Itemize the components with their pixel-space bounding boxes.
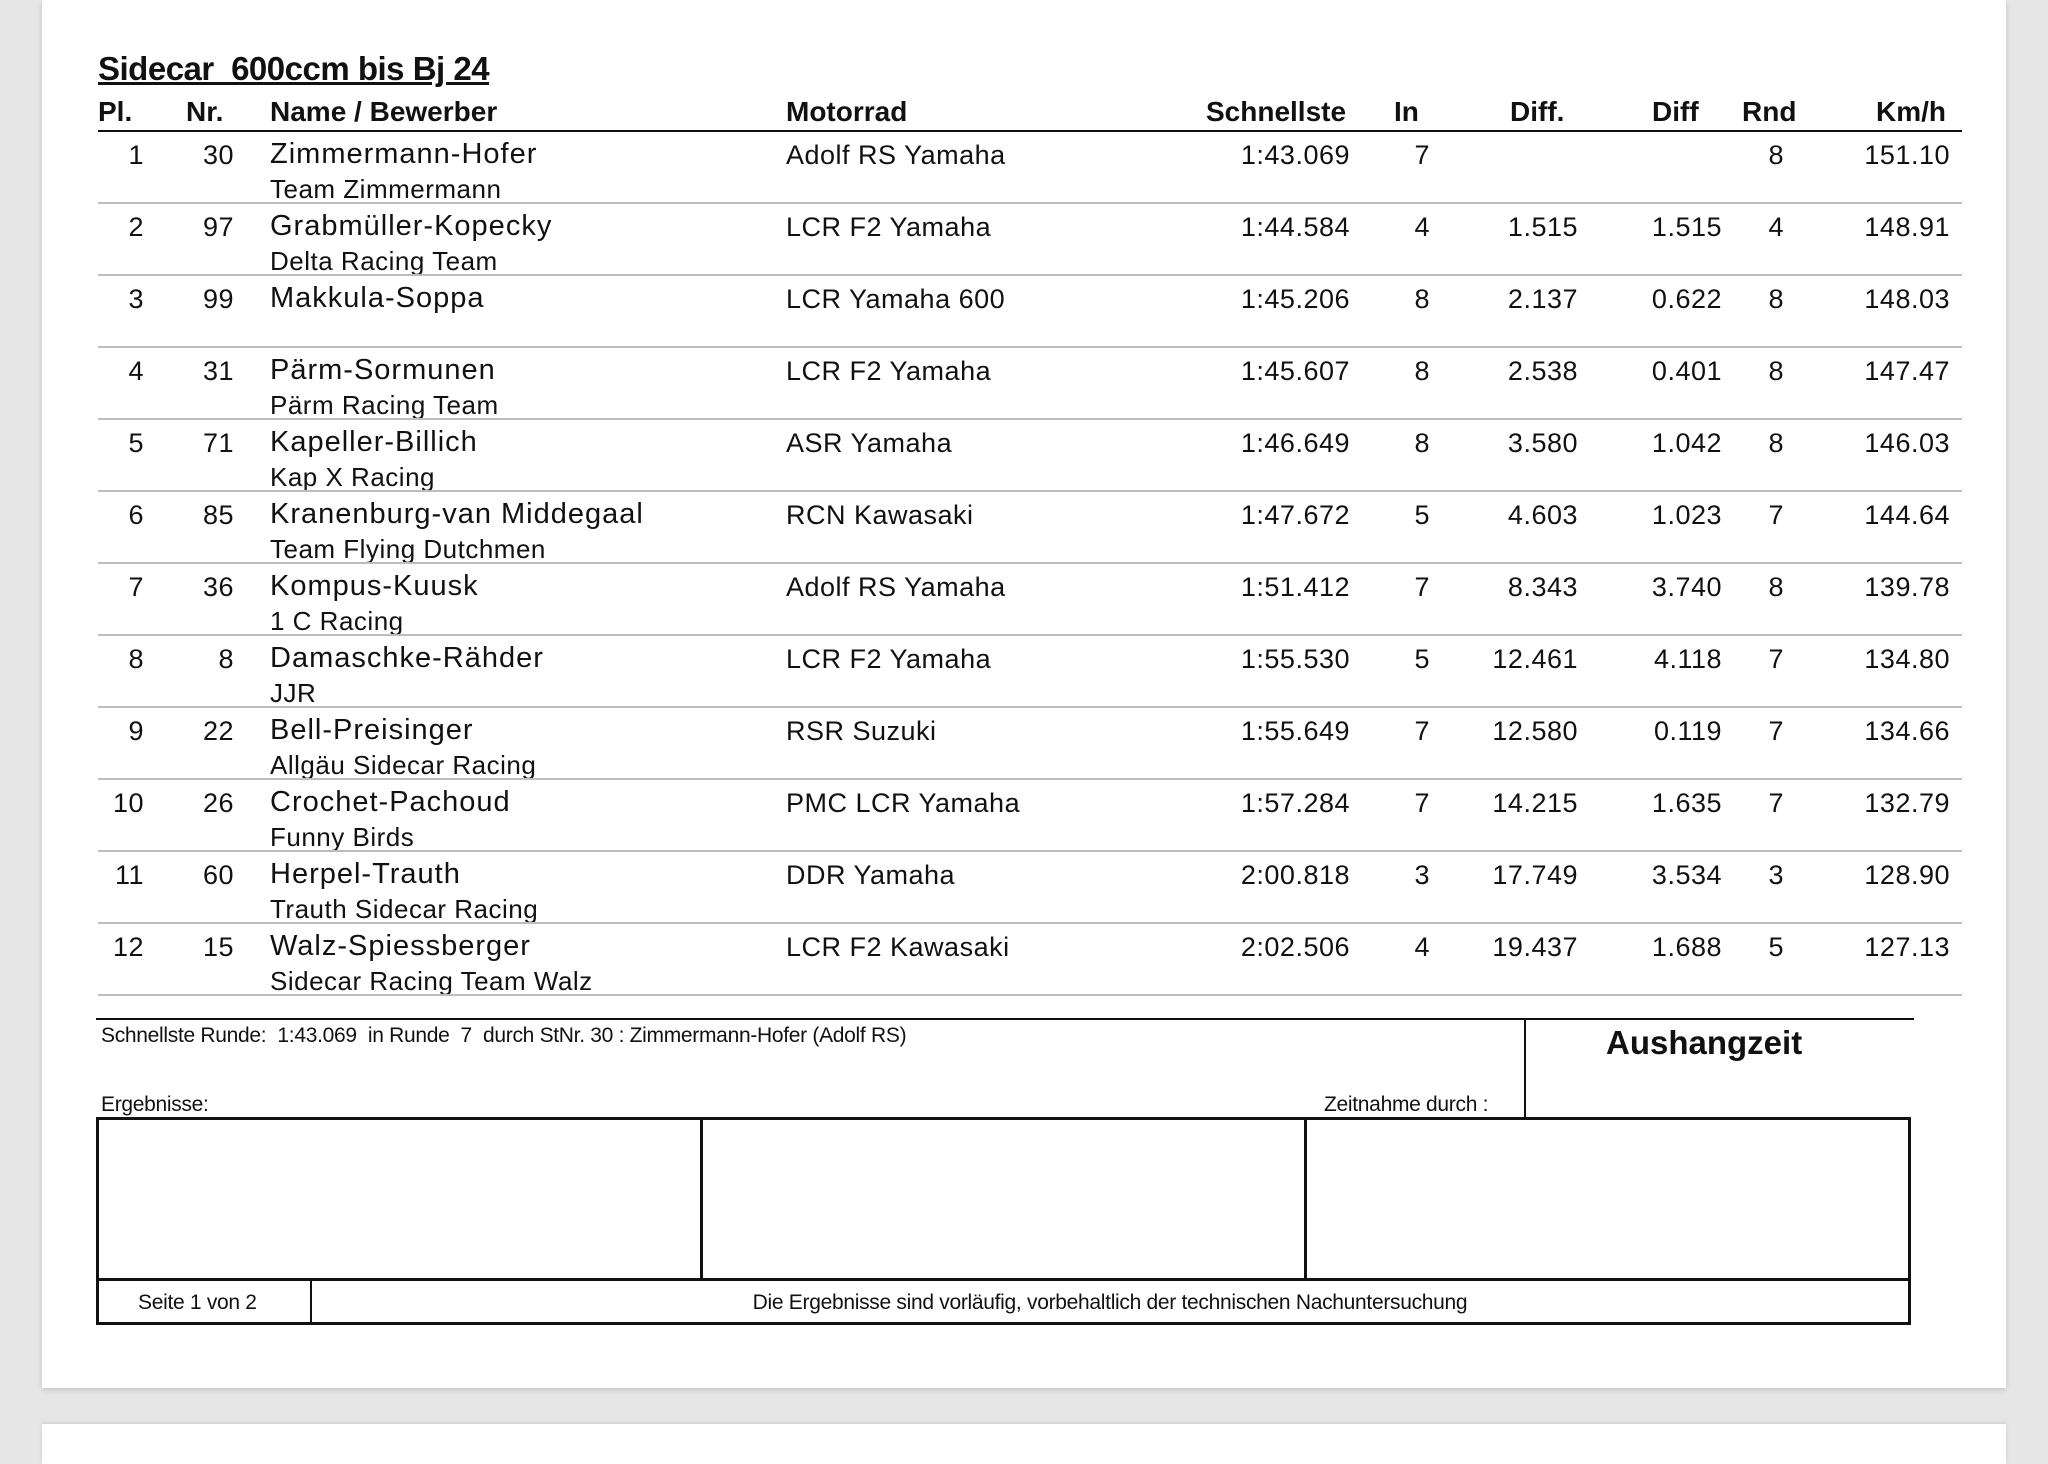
cell-diff1: 12.580 — [1492, 716, 1578, 746]
cell-rnd: 7 — [1768, 644, 1784, 674]
cell-motorrad: ASR Yamaha — [786, 428, 953, 458]
cell-diff1: 2.538 — [1507, 356, 1578, 386]
cell-schnellste: 1:44.584 — [1240, 212, 1350, 242]
table-row — [0, 134, 2048, 206]
cell-diff2: 1.635 — [1651, 788, 1722, 818]
cell-diff1: 1.515 — [1507, 212, 1578, 242]
cell-nr: 15 — [202, 932, 234, 962]
cell-rnd: 8 — [1768, 140, 1784, 170]
box-divider-2 — [1304, 1117, 1307, 1279]
cell-schnellste: 1:55.530 — [1240, 644, 1350, 674]
cell-name: Kranenburg-van Middegaal — [270, 498, 644, 530]
cell-in: 8 — [1414, 284, 1430, 314]
page-number: Seite 1 von 2 — [138, 1291, 257, 1314]
cell-name: Makkula-Soppa — [270, 282, 485, 314]
cell-in: 7 — [1414, 140, 1430, 170]
row-separator — [98, 346, 1962, 348]
cell-diff1: 14.215 — [1492, 788, 1578, 818]
row-separator — [98, 994, 1962, 996]
cell-schnellste: 1:46.649 — [1240, 428, 1350, 458]
disclaimer: Die Ergebnisse sind vorläufig, vorbehaltlich der technischen Nachuntersuchung — [752, 1291, 1468, 1314]
cell-diff1: 2.137 — [1507, 284, 1578, 314]
cell-diff1: 19.437 — [1492, 932, 1578, 962]
header-rnd: Rnd — [1742, 96, 1797, 127]
cell-team: Delta Racing Team — [270, 246, 498, 276]
header-schnellste: Schnellste — [1206, 96, 1347, 127]
table-row — [0, 926, 2048, 998]
cell-name: Kompus-Kuusk — [270, 570, 479, 602]
cell-pl: 12 — [112, 932, 144, 962]
cell-in: 4 — [1414, 932, 1430, 962]
cell-kmh: 148.91 — [1864, 212, 1950, 242]
cell-name: Bell-Preisinger — [270, 714, 474, 746]
header-in: In — [1394, 96, 1419, 127]
cell-diff1: 12.461 — [1492, 644, 1578, 674]
cell-diff2: 4.118 — [1653, 644, 1722, 674]
header-diff2: Diff — [1652, 96, 1699, 127]
header-kmh: Km/h — [1876, 96, 1946, 127]
cell-diff2: 3.740 — [1651, 572, 1722, 602]
table-row — [0, 422, 2048, 494]
ergebnisse-label: Ergebnisse: — [101, 1093, 209, 1116]
cell-schnellste: 2:00.818 — [1240, 860, 1350, 890]
row-separator — [98, 274, 1962, 276]
cell-diff2: 1.042 — [1651, 428, 1722, 458]
cell-pl: 2 — [128, 212, 144, 242]
box-top — [96, 1117, 1911, 1120]
cell-diff2: 0.401 — [1651, 356, 1722, 386]
cell-kmh: 147.47 — [1864, 356, 1950, 386]
cell-team: Allgäu Sidecar Racing — [270, 750, 537, 780]
cell-name: Damaschke-Rähder — [270, 642, 544, 674]
cell-pl: 5 — [128, 428, 144, 458]
cell-team: Team Zimmermann — [270, 174, 502, 204]
cell-team: Trauth Sidecar Racing — [270, 894, 539, 924]
cell-kmh: 128.90 — [1864, 860, 1950, 890]
header-name: Name / Bewerber — [270, 96, 498, 127]
cell-pl: 1 — [128, 140, 144, 170]
header-diff1: Diff. — [1510, 96, 1565, 127]
cell-rnd: 8 — [1768, 572, 1784, 602]
table-row — [0, 350, 2048, 422]
cell-team: Kap X Racing — [270, 462, 435, 492]
cell-kmh: 127.13 — [1864, 932, 1950, 962]
cell-schnellste: 2:02.506 — [1240, 932, 1350, 962]
cell-pl: 9 — [128, 716, 144, 746]
cell-nr: 60 — [202, 860, 234, 890]
cell-rnd: 4 — [1768, 212, 1784, 242]
table-row — [0, 278, 2048, 350]
row-separator — [98, 562, 1962, 564]
cell-in: 5 — [1414, 500, 1430, 530]
cell-motorrad: LCR F2 Yamaha — [786, 212, 992, 242]
cell-motorrad: Adolf RS Yamaha — [786, 572, 1006, 602]
cell-pl: 4 — [128, 356, 144, 386]
cell-pl: 8 — [128, 644, 144, 674]
cell-name: Grabmüller-Kopecky — [270, 210, 553, 242]
cell-nr: 8 — [218, 644, 234, 674]
cell-kmh: 132.79 — [1864, 788, 1950, 818]
cell-nr: 22 — [202, 716, 234, 746]
row-separator — [98, 706, 1962, 708]
cell-kmh: 134.80 — [1864, 644, 1950, 674]
cell-team: 1 C Racing — [270, 606, 404, 636]
cell-rnd: 8 — [1768, 356, 1784, 386]
cell-name: Zimmermann-Hofer — [270, 138, 538, 170]
header-rule — [98, 130, 1962, 132]
cell-diff1: 8.343 — [1507, 572, 1578, 602]
cell-kmh: 148.03 — [1864, 284, 1950, 314]
cell-rnd: 8 — [1768, 428, 1784, 458]
cell-team: Pärm Racing Team — [270, 390, 499, 420]
cell-rnd: 7 — [1768, 500, 1784, 530]
footer-top-rule — [96, 1018, 1914, 1020]
zeitnahme-label: Zeitnahme durch : — [1324, 1093, 1489, 1116]
aushang-divider — [1524, 1018, 1526, 1118]
table-row — [0, 854, 2048, 926]
table-row — [0, 710, 2048, 782]
cell-name: Herpel-Trauth — [270, 858, 461, 890]
cell-diff2: 1.688 — [1651, 932, 1722, 962]
table-row — [0, 638, 2048, 710]
cell-nr: 85 — [202, 500, 234, 530]
row-separator — [98, 778, 1962, 780]
cell-pl: 11 — [114, 860, 144, 890]
cell-schnellste: 1:51.412 — [1240, 572, 1350, 602]
cell-nr: 36 — [202, 572, 234, 602]
cell-name: Walz-Spiessberger — [270, 930, 531, 962]
cell-rnd: 8 — [1768, 284, 1784, 314]
cell-team: Sidecar Racing Team Walz — [270, 966, 593, 996]
cell-rnd: 3 — [1768, 860, 1784, 890]
cell-in: 7 — [1414, 788, 1430, 818]
table-row — [0, 782, 2048, 854]
cell-schnellste: 1:47.672 — [1240, 500, 1350, 530]
cell-kmh: 144.64 — [1864, 500, 1950, 530]
row-separator — [98, 922, 1962, 924]
fastest-lap-note: Schnellste Runde: 1:43.069 in Runde 7 durch StNr. 30 : Zimmermann-Hofer (Adolf RS) — [101, 1024, 907, 1047]
cell-diff2: 3.534 — [1651, 860, 1722, 890]
cell-in: 4 — [1414, 212, 1430, 242]
cell-nr: 97 — [202, 212, 234, 242]
cell-schnellste: 1:45.607 — [1240, 356, 1350, 386]
cell-schnellste: 1:57.284 — [1240, 788, 1350, 818]
header-pl: Pl. — [98, 96, 133, 127]
row-separator — [98, 202, 1962, 204]
aushangzeit-label: Aushangzeit — [1606, 1024, 1803, 1061]
cell-motorrad: RSR Suzuki — [786, 716, 937, 746]
cell-in: 5 — [1414, 644, 1430, 674]
cell-schnellste: 1:45.206 — [1240, 284, 1350, 314]
cell-motorrad: LCR F2 Kawasaki — [786, 932, 1010, 962]
cell-kmh: 146.03 — [1864, 428, 1950, 458]
header-motorrad: Motorrad — [786, 96, 908, 127]
table-row — [0, 566, 2048, 638]
cell-diff2: 1.515 — [1651, 212, 1722, 242]
cell-diff1: 3.580 — [1507, 428, 1578, 458]
cell-name: Kapeller-Billich — [270, 426, 478, 458]
cell-schnellste: 1:43.069 — [1240, 140, 1350, 170]
cell-motorrad: DDR Yamaha — [786, 860, 956, 890]
table-row — [0, 494, 2048, 566]
cell-in: 7 — [1414, 716, 1430, 746]
cell-in: 8 — [1414, 356, 1430, 386]
row-separator — [98, 850, 1962, 852]
cell-in: 8 — [1414, 428, 1430, 458]
next-page-edge — [42, 1424, 2006, 1464]
cell-diff2: 1.023 — [1651, 500, 1722, 530]
cell-name: Crochet-Pachoud — [270, 786, 511, 818]
cell-in: 7 — [1414, 572, 1430, 602]
cell-diff2: 0.119 — [1653, 716, 1722, 746]
cell-kmh: 139.78 — [1864, 572, 1950, 602]
cell-nr: 31 — [202, 356, 234, 386]
cell-motorrad: RCN Kawasaki — [786, 500, 974, 530]
cell-schnellste: 1:55.649 — [1240, 716, 1350, 746]
box-bottom — [96, 1322, 1911, 1325]
cell-nr: 30 — [202, 140, 234, 170]
cell-pl: 6 — [128, 500, 144, 530]
cell-rnd: 7 — [1768, 788, 1784, 818]
cell-team: JJR — [270, 678, 317, 708]
cell-nr: 99 — [202, 284, 234, 314]
cell-diff1: 4.603 — [1507, 500, 1578, 530]
cell-kmh: 151.10 — [1864, 140, 1950, 170]
row-separator — [98, 490, 1962, 492]
cell-nr: 71 — [202, 428, 234, 458]
cell-rnd: 5 — [1768, 932, 1784, 962]
header-nr: Nr. — [186, 96, 224, 127]
cell-diff2: 0.622 — [1651, 284, 1722, 314]
cell-rnd: 7 — [1768, 716, 1784, 746]
cell-name: Pärm-Sormunen — [270, 354, 496, 386]
cell-in: 3 — [1414, 860, 1430, 890]
table-row — [0, 206, 2048, 278]
cell-motorrad: Adolf RS Yamaha — [786, 140, 1006, 170]
box-middle — [96, 1278, 1911, 1281]
cell-motorrad: LCR F2 Yamaha — [786, 356, 992, 386]
cell-motorrad: LCR F2 Yamaha — [786, 644, 992, 674]
cell-kmh: 134.66 — [1864, 716, 1950, 746]
box-divider-1 — [700, 1117, 703, 1279]
page-title: Sidecar 600ccm bis Bj 24 — [98, 50, 490, 87]
cell-motorrad: PMC LCR Yamaha — [786, 788, 1021, 818]
cell-pl: 7 — [128, 572, 144, 602]
cell-motorrad: LCR Yamaha 600 — [786, 284, 1006, 314]
cell-nr: 26 — [202, 788, 234, 818]
row-separator — [98, 418, 1962, 420]
cell-team: Team Flying Dutchmen — [270, 534, 546, 564]
box-left — [96, 1117, 99, 1325]
cell-team: Funny Birds — [270, 822, 415, 852]
cell-pl: 3 — [128, 284, 144, 314]
box-right — [1908, 1117, 1911, 1325]
row-separator — [98, 634, 1962, 636]
cell-pl: 10 — [112, 788, 144, 818]
cell-diff1: 17.749 — [1492, 860, 1578, 890]
